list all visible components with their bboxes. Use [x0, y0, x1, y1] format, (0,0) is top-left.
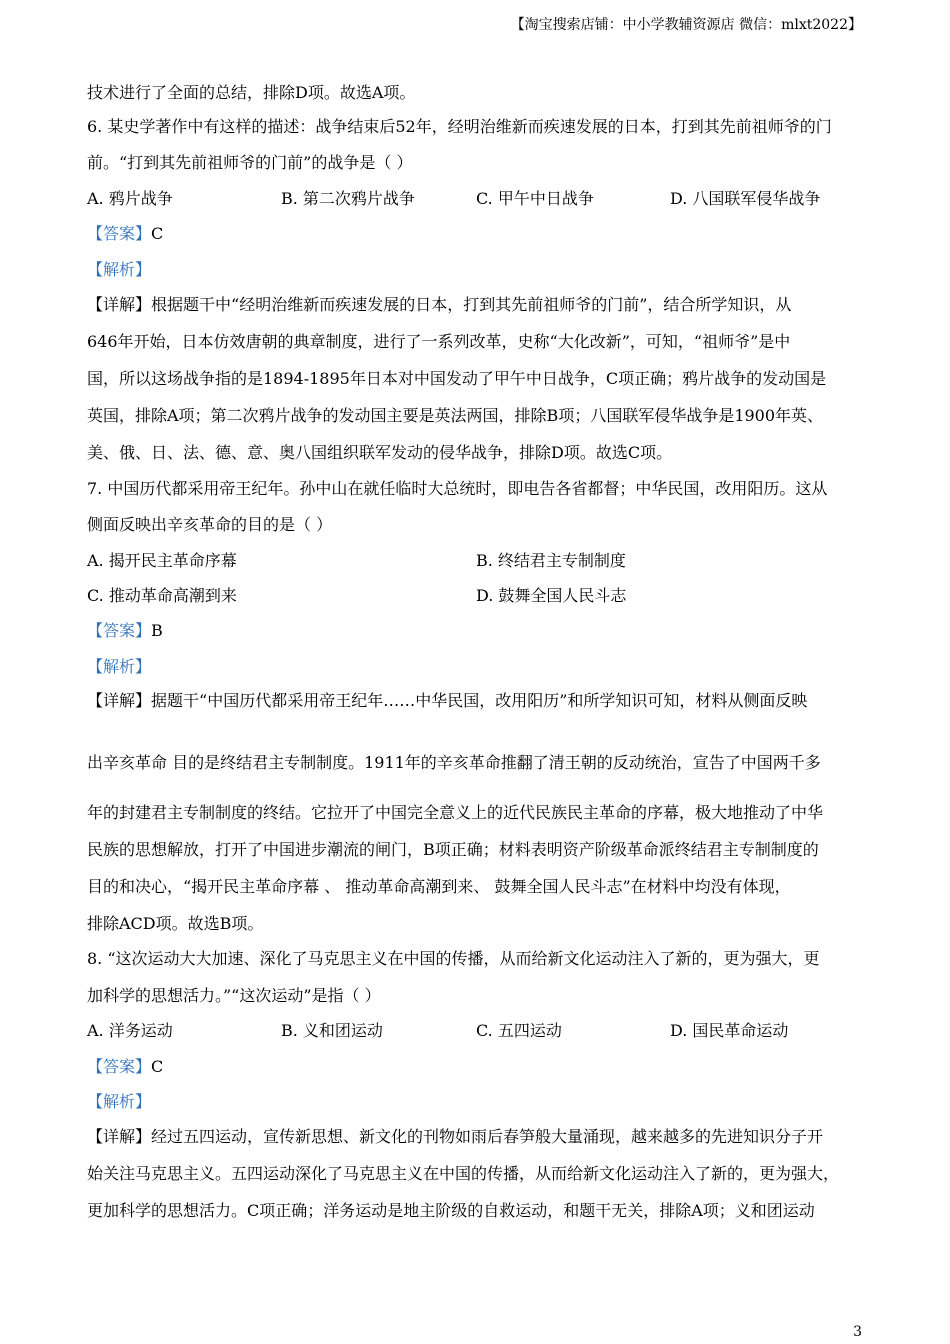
question-7-stem: 侧面反映出辛亥革命的目的是（ ） [87, 515, 333, 534]
q7-detail: 民族的思想解放，打开了中国进步潮流的闸门，B项正确；材料表明资产阶级革命派终结君主专制制度的 [87, 840, 819, 859]
q6-detail: 美、俄、日、法、德、意、奥八国组织联军发动的侵华战争，排除D项。故选C项。 [87, 443, 673, 462]
q8-detail: 更加科学的思想活力。C项正确；洋务运动是地主阶级的自救运动，和题干无关，排除A项；义和团运动 [87, 1201, 815, 1220]
q6-detail: 英国，排除A项；第二次鸦片战争的发动国主要是英法两国，排除B项；八国联军侵华战争是1900年英、 [87, 406, 824, 425]
detail-tag: 【详解】 [87, 295, 152, 314]
q7-detail [87, 690, 807, 712]
question-8-stem: 8. “这次运动大大加速、深化了马克思主义在中国的传播，从而给新文化运动注入了新的，更为强大，更 [87, 949, 820, 968]
detail-tag: 【详解】 [87, 691, 152, 710]
q7-detail: 排除ACD项。故选B项。 [87, 914, 264, 933]
answer-value: B [151, 621, 163, 640]
detail-text: 经过五四运动，宣传新思想、新文化的刊物如雨后春笋般大量涌现，越来越多的先进知识分子开 [151, 1127, 824, 1146]
q7-detail: 出辛亥革命 目的是终结君主专制制度。1911年的辛亥革命推翻了清王朝的反动统治，宣告了中国两千多 [87, 753, 821, 772]
detail-tag: 【详解】 [87, 1127, 152, 1146]
question-6-stem: 6. 某史学著作中有这样的描述：战争结束后52年，经明治维新而疾速发展的日本，打到其先前祖师爷的门 [87, 117, 832, 136]
q8-option-a: A. 洋务运动 [87, 1021, 173, 1040]
detail-text: 据题干“中国历代都采用帝王纪年……中华民国，改用阳历”和所学知识可知，材料从侧面反映 [151, 691, 808, 710]
q7-option-d: D. 鼓舞全国人民斗志 [476, 586, 627, 605]
text-line: 技术进行了全面的总结，排除D项。故选A项。 [87, 83, 416, 102]
q7-analysis-tag: 【解析】 [87, 657, 152, 676]
q6-option-d: D. 八国联军侵华战争 [670, 189, 821, 208]
q8-detail: 始关注马克思主义。五四运动深化了马克思主义在中国的传播，从而给新文化运动注入了新的，更为强大， [87, 1164, 840, 1183]
answer-value: C [151, 224, 164, 243]
q6-answer [87, 223, 163, 245]
q6-detail: 646年开始，日本仿效唐朝的典章制度，进行了一系列改革，史称“大化改新”，可知，“祖师爷”是中 [87, 332, 791, 351]
q8-option-b: B. 义和团运动 [281, 1021, 383, 1040]
q6-option-a: A. 鸦片战争 [87, 189, 173, 208]
q8-detail [87, 1126, 823, 1148]
answer-tag: 【答案】 [87, 1057, 152, 1076]
q7-detail: 目的和决心，“揭开民主革命序幕 、 推动革命高潮到来、 鼓舞全国人民斗志”在材料中均没有体现， [87, 877, 791, 896]
q6-option-c: C. 甲午中日战争 [476, 189, 594, 208]
q6-detail [87, 294, 791, 316]
q7-answer [87, 620, 163, 642]
question-7-stem: 7. 中国历代都采用帝王纪年。孙中山在就任临时大总统时，即电告各省都督；中华民国，改用阳历。这从 [87, 479, 828, 498]
q6-option-b: B. 第二次鸦片战争 [281, 189, 415, 208]
q7-option-c: C. 推动革命高潮到来 [87, 586, 237, 605]
page-number: 3 [853, 1324, 862, 1340]
detail-text: 根据题干中“经明治维新而疾速发展的日本，打到其先前祖师爷的门前”，结合所学知识，从 [151, 295, 792, 314]
q6-analysis-tag: 【解析】 [87, 260, 152, 279]
q8-answer [87, 1056, 163, 1078]
question-8-stem: 加科学的思想活力。”“这次运动”是指（ ） [87, 986, 381, 1005]
q6-detail: 国，所以这场战争指的是1894-1895年日本对中国发动了甲午中日战争，C项正确；鸦片战争的发动国是 [87, 369, 827, 388]
q7-detail: 年的封建君主专制制度的终结。它拉开了中国完全意义上的近代民族民主革命的序幕，极大地推动了中华 [87, 803, 824, 822]
q8-option-d: D. 国民革命运动 [670, 1021, 789, 1040]
page-header: 【淘宝搜索店铺：中小学教辅资源店 微信：mlxt2022】 [510, 17, 862, 33]
answer-tag: 【答案】 [87, 621, 152, 640]
q8-option-c: C. 五四运动 [476, 1021, 562, 1040]
question-6-stem: 前。“打到其先前祖师爷的门前”的战争是（ ） [87, 153, 413, 172]
answer-value: C [151, 1057, 164, 1076]
q7-option-a: A. 揭开民主革命序幕 [87, 551, 237, 570]
answer-tag: 【答案】 [87, 224, 152, 243]
q7-option-b: B. 终结君主专制制度 [476, 551, 626, 570]
q8-analysis-tag: 【解析】 [87, 1092, 152, 1111]
